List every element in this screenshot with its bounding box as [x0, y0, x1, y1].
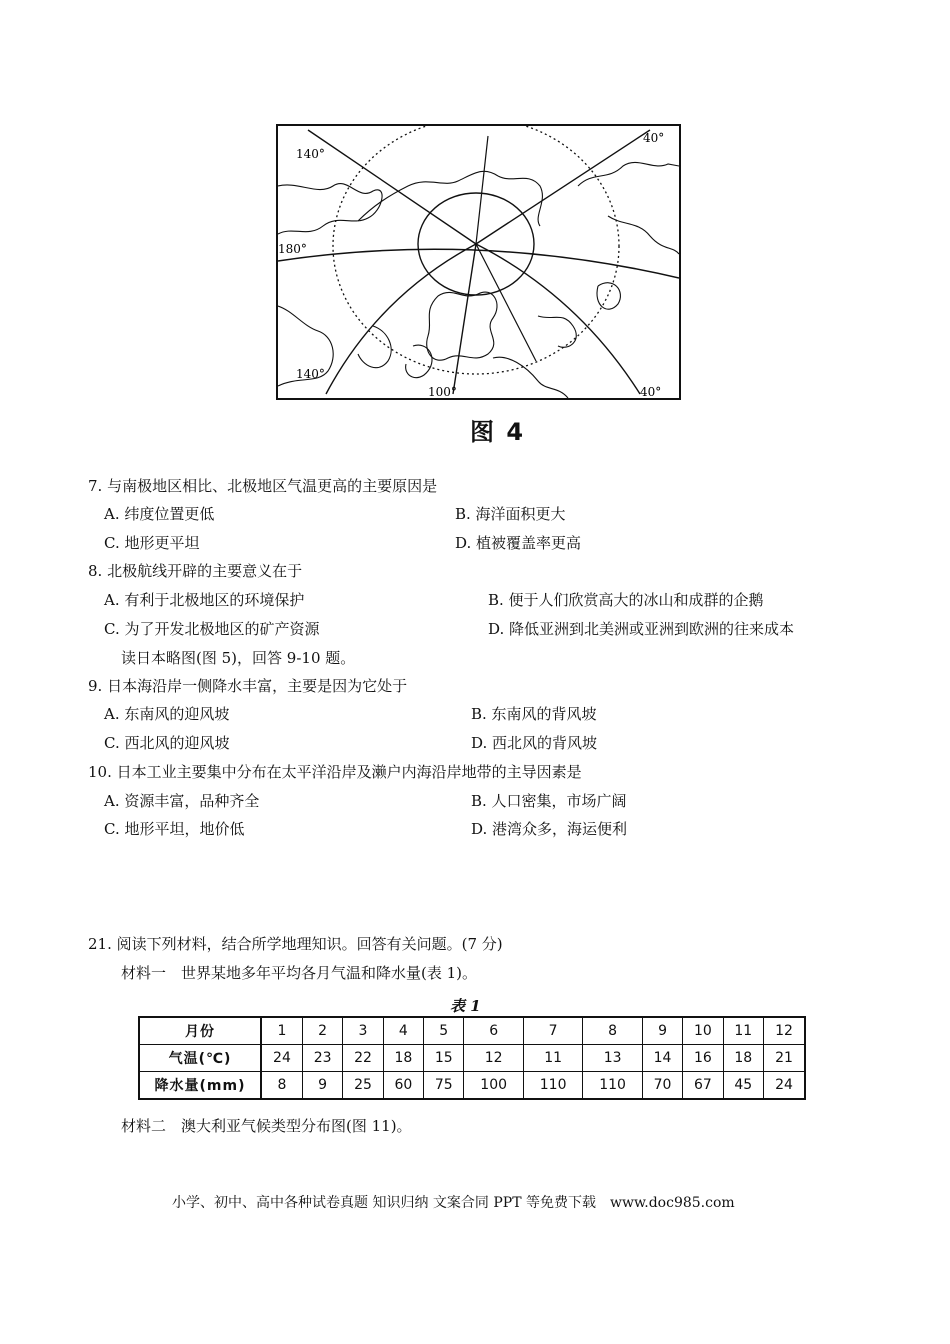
- row-header: 降水量(mm): [139, 1072, 261, 1100]
- row-header: 月份: [139, 1017, 261, 1045]
- table-cell: 15: [424, 1045, 464, 1072]
- table-cell: 14: [642, 1045, 682, 1072]
- question-9-option-b: B. 东南风的背风坡: [471, 705, 597, 723]
- arctic-map-figure: [276, 124, 681, 400]
- table-row: [139, 1045, 805, 1072]
- question-10-option-c: C. 地形平坦，地价低: [104, 820, 245, 838]
- question-7-stem: 7. 与南极地区相比、北极地区气温更高的主要原因是: [88, 477, 438, 495]
- table-cell: 24: [261, 1045, 302, 1072]
- table-cell: 3: [343, 1017, 383, 1045]
- table-cell: 18: [723, 1045, 763, 1072]
- label-40-top: 40°: [643, 131, 665, 145]
- question-10-option-b: B. 人口密集，市场广阔: [471, 792, 627, 810]
- figure4-caption: 图 4: [470, 418, 526, 446]
- table-cell: 5: [424, 1017, 464, 1045]
- climate-table: [138, 1016, 806, 1100]
- table-cell: 75: [424, 1072, 464, 1100]
- question-8-stem: 8. 北极航线开辟的主要意义在于: [88, 562, 303, 580]
- table-cell: 24: [763, 1072, 805, 1100]
- question-8-option-a: A. 有利于北极地区的环境保护: [104, 591, 305, 609]
- table-cell: 110: [523, 1072, 582, 1100]
- label-140-top: 140°: [296, 147, 325, 161]
- label-40-bottom: 40°: [640, 385, 662, 398]
- question-8-option-c: C. 为了开发北极地区的矿产资源: [104, 620, 320, 638]
- table-cell: 6: [464, 1017, 523, 1045]
- question-9-option-c: C. 西北风的迎风坡: [104, 734, 230, 752]
- table-cell: 100: [464, 1072, 523, 1100]
- label-140-bottom: 140°: [296, 367, 325, 381]
- meridian-40-top: [476, 130, 650, 244]
- question-9-stem: 9. 日本海沿岸一侧降水丰富，主要是因为它处于: [88, 677, 408, 695]
- table-cell: 1: [261, 1017, 302, 1045]
- row-header: 气温(℃): [139, 1045, 261, 1072]
- table-cell: 2: [302, 1017, 342, 1045]
- meridian-short-top: [476, 136, 488, 244]
- latitude-line: [278, 249, 679, 278]
- table-cell: 12: [464, 1045, 523, 1072]
- table-cell: 11: [523, 1045, 582, 1072]
- table-cell: 21: [763, 1045, 805, 1072]
- page-footer: 小学、初中、高中各种试卷真题 知识归纳 文案合同 PPT 等免费下载 www.doc985.com: [172, 1195, 735, 1211]
- question-7-option-b: B. 海洋面积更大: [455, 505, 566, 523]
- table-cell: 70: [642, 1072, 682, 1100]
- table-cell: 16: [683, 1045, 723, 1072]
- question-10-option-a: A. 资源丰富，品种齐全: [104, 792, 260, 810]
- table-cell: 25: [343, 1072, 383, 1100]
- question-8-option-d: D. 降低亚洲到北美洲或亚洲到欧洲的往来成本: [488, 620, 795, 638]
- label-180: 180°: [278, 242, 307, 256]
- table-cell: 22: [343, 1045, 383, 1072]
- table-row: [139, 1017, 805, 1045]
- table-cell: 8: [261, 1072, 302, 1100]
- question-10-option-d: D. 港湾众多，海运便利: [471, 820, 628, 838]
- material-2: 材料二 澳大利亚气候类型分布图(图 11)。: [121, 1117, 412, 1135]
- table1-title: 表 1: [450, 997, 481, 1015]
- meridian-140-top: [308, 130, 476, 244]
- table-cell: 12: [763, 1017, 805, 1045]
- material-1: 材料一 世界某地多年平均各月气温和降水量(表 1)。: [121, 964, 478, 982]
- table-cell: 7: [523, 1017, 582, 1045]
- table-cell: 45: [723, 1072, 763, 1100]
- meridian-40-bottom: [476, 244, 640, 394]
- question-9-option-d: D. 西北风的背风坡: [471, 734, 598, 752]
- table-row: [139, 1072, 805, 1100]
- table-cell: 4: [383, 1017, 423, 1045]
- arctic-map-drawing: [278, 126, 679, 398]
- question-7-option-a: A. 纬度位置更低: [104, 505, 215, 523]
- table-cell: 18: [383, 1045, 423, 1072]
- table-cell: 67: [683, 1072, 723, 1100]
- table-cell: 11: [723, 1017, 763, 1045]
- question-8-option-b: B. 便于人们欣赏高大的冰山和成群的企鹅: [488, 591, 764, 609]
- table-cell: 13: [583, 1045, 642, 1072]
- label-100: 100°: [428, 385, 457, 398]
- question-7-option-c: C. 地形更平坦: [104, 534, 200, 552]
- question-7-option-d: D. 植被覆盖率更高: [455, 534, 582, 552]
- table-cell: 23: [302, 1045, 342, 1072]
- table-cell: 110: [583, 1072, 642, 1100]
- table-cell: 9: [302, 1072, 342, 1100]
- reading-note: 读日本略图(图 5)，回答 9-10 题。: [121, 649, 356, 667]
- table-cell: 8: [583, 1017, 642, 1045]
- question-10-stem: 10. 日本工业主要集中分布在太平洋沿岸及濑户内海沿岸地带的主导因素是: [88, 763, 582, 781]
- meridian-100: [453, 244, 476, 394]
- question-9-option-a: A. 东南风的迎风坡: [104, 705, 230, 723]
- table-cell: 60: [383, 1072, 423, 1100]
- question-21-stem: 21. 阅读下列材料，结合所学地理知识。回答有关问题。(7 分): [88, 935, 503, 953]
- table-cell: 9: [642, 1017, 682, 1045]
- meridian-140-bottom: [326, 244, 476, 394]
- table-cell: 10: [683, 1017, 723, 1045]
